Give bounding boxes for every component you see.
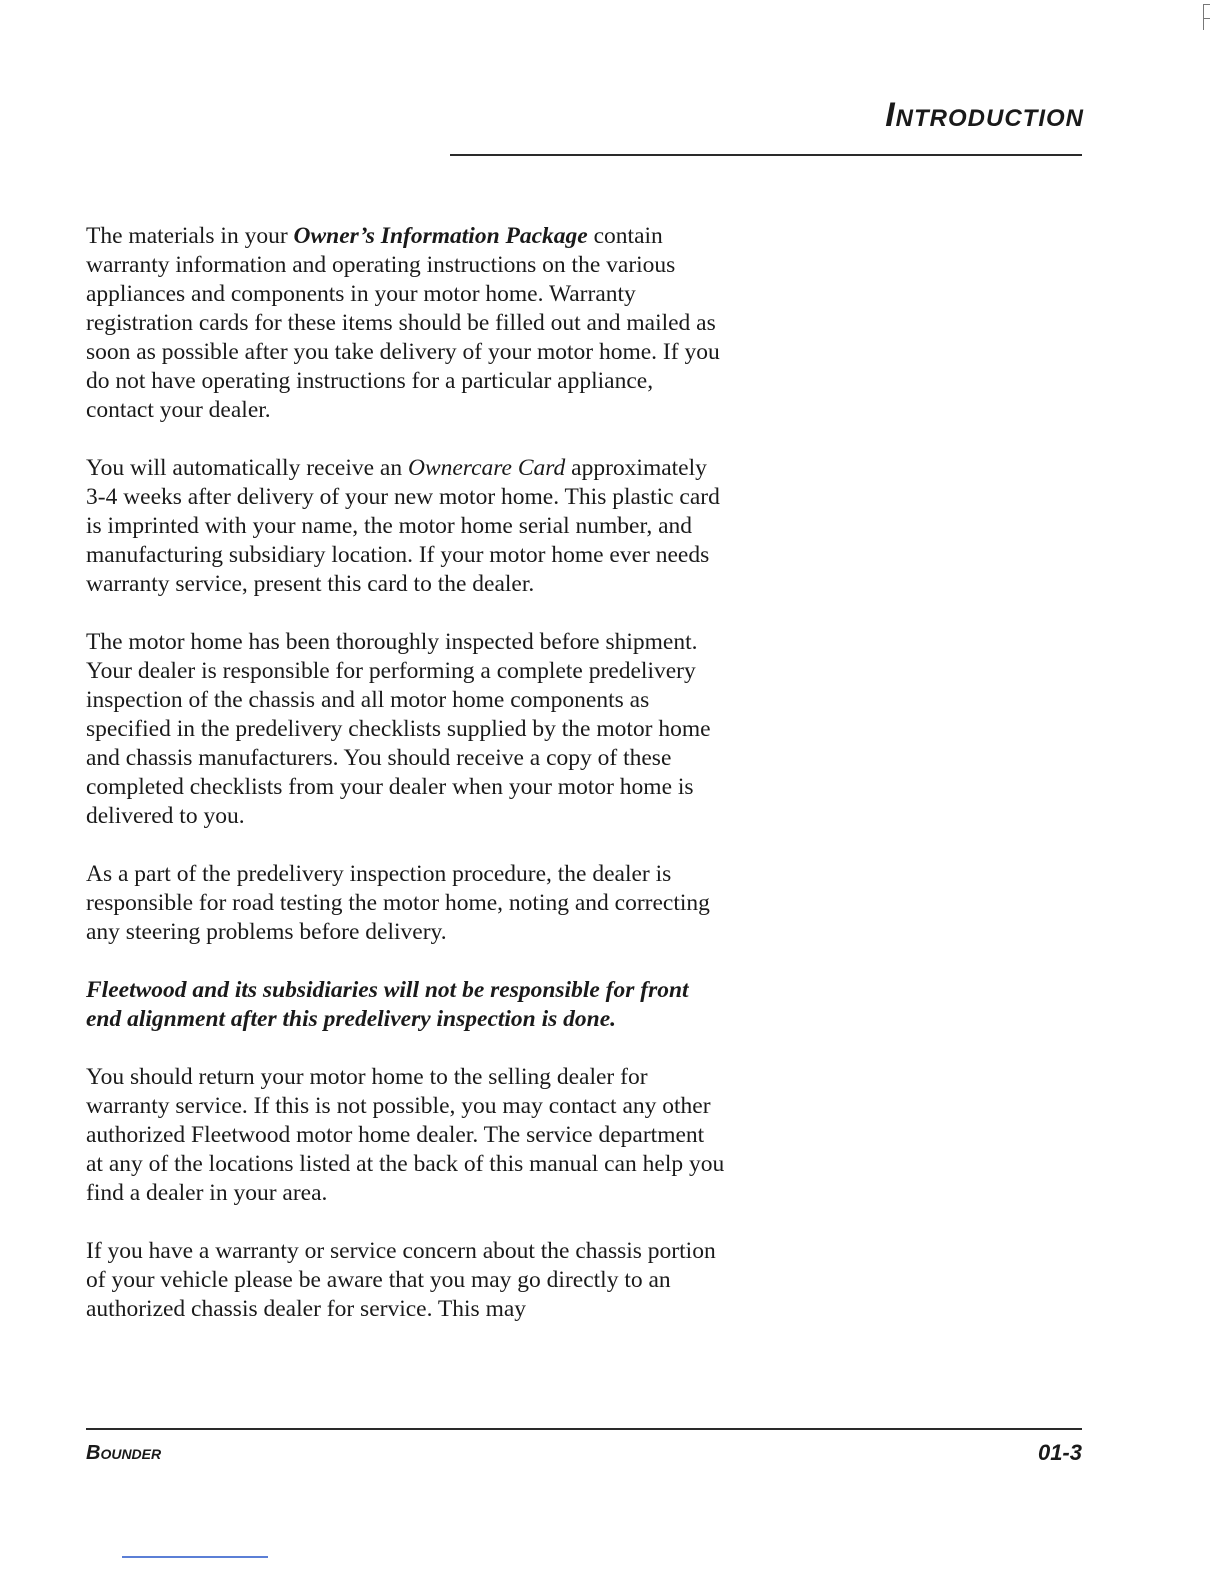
- ownercare-card-title: Ownercare Card: [407, 455, 566, 481]
- page-number: 01-3: [1037, 1440, 1082, 1465]
- body-content: [86, 222, 726, 1353]
- footer-divider: [86, 1428, 1082, 1430]
- paragraph-alignment-notice: Fleetwood and its subsidiaries will not be responsible for front end alignment after this predelivery inspection is done.: [86, 977, 689, 1032]
- paragraph-inspection: The motor home has been thoroughly inspected before shipment. Your dealer is responsible for performing a complete predelivery inspection of the chassis and all motor home components as specified in the predelivery checklists supplied by the motor home and chassis manufacturers. You should receive a copy of these completed checklists from your dealer when your motor home is delivered to you.: [86, 629, 711, 829]
- paragraph-chassis-service: If you have a warranty or service concern about the chassis portion of your vehicle please be aware that you may go directly to an authorized chassis dealer for service. This may: [86, 1238, 716, 1322]
- scan-artifact-line: [122, 1556, 268, 1558]
- paragraph-ownercare-card: [86, 454, 726, 599]
- paragraph-text: The materials in your: [86, 223, 294, 249]
- footer-model-name: Bounder: [86, 1442, 162, 1464]
- paragraph-text: You will automatically receive an: [86, 455, 408, 481]
- header-divider: [450, 154, 1082, 156]
- paragraph-owners-package: [86, 222, 726, 425]
- paragraph-warranty-service: You should return your motor home to the selling dealer for warranty service. If this is not possible, you may contact any other authorized Fleetwood motor home dealer. The service department at any of the locations listed at the back of this manual can help you find a dealer in your area.: [86, 1064, 725, 1206]
- crop-mark: [1203, 4, 1210, 30]
- paragraph-text: contain warranty information and operating instructions on the various appliances and components in your motor home. Warranty registration cards for these items should be filled out and mailed as soon as possible after you take delivery of your motor home. If you do not have operating instructions for a particular appliance, contact your dealer.: [86, 223, 720, 423]
- paragraph-road-testing: As a part of the predelivery inspection procedure, the dealer is responsible for road testing the motor home, noting and correcting any steering problems before delivery.: [86, 861, 710, 945]
- owners-package-title: Owner’s Information Package: [293, 223, 588, 249]
- page-title: Introduction: [885, 96, 1084, 134]
- paragraph-text: approximately 3-4 weeks after delivery of your new motor home. This plastic card is imprinted with your name, the motor home serial number, and manufacturing subsidiary location. If your motor home ever needs warranty service, present this card to the dealer.: [86, 455, 720, 597]
